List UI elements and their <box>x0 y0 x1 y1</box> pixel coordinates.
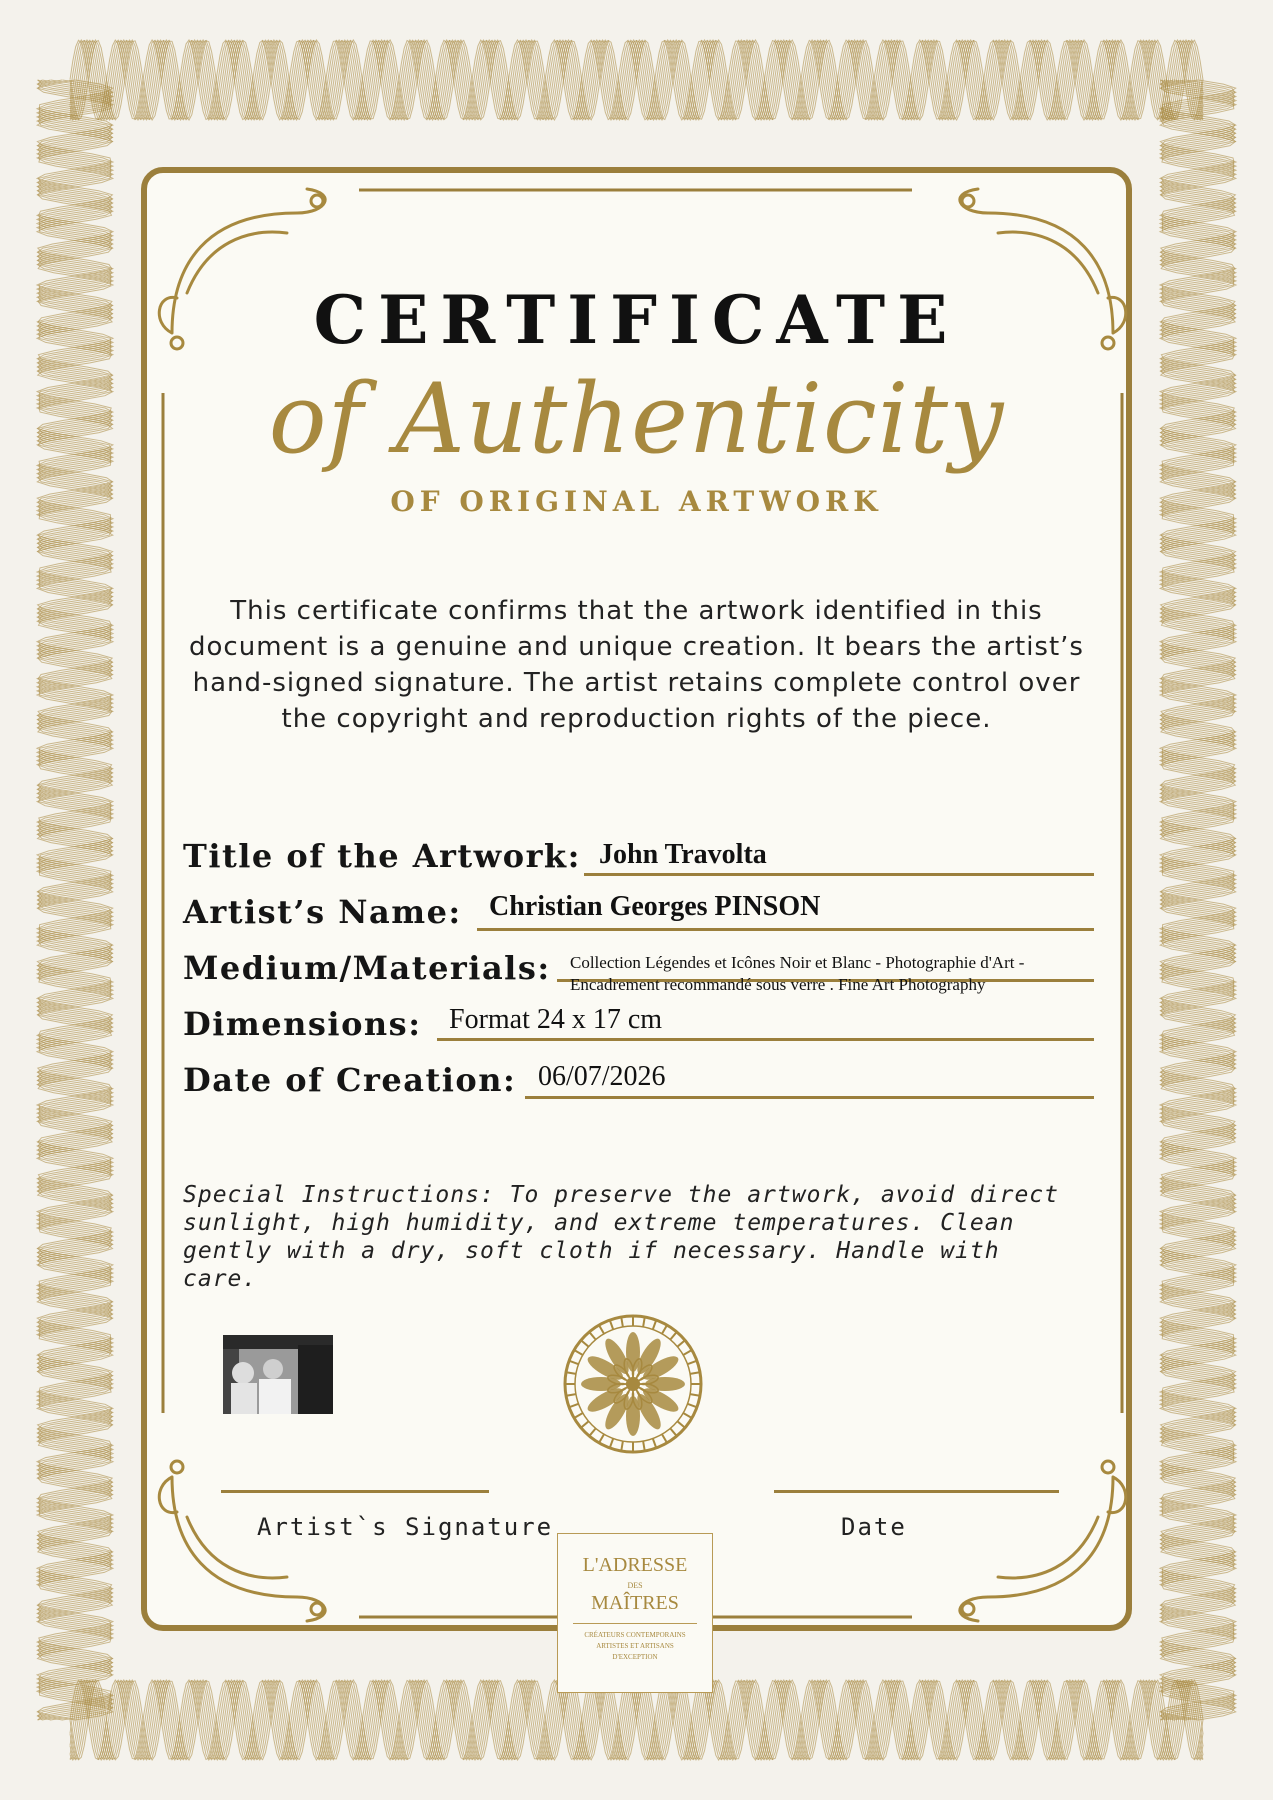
medium-value: Collection Légendes et Icônes Noir et Blanc - Photographie d'Art - Encadrement recommandé sous verre . Fine Art Photography <box>570 953 1025 994</box>
artist-signature-label: Artist`s Signature <box>257 1513 554 1541</box>
date-of-creation-line <box>525 1096 1094 1099</box>
dimensions-value: Format 24 x 17 cm <box>449 1004 663 1035</box>
artist-signature-line <box>221 1490 489 1493</box>
brand-logo <box>557 1533 713 1693</box>
flourish-corner-icon <box>960 1461 1126 1621</box>
date-signature-line <box>774 1490 1059 1493</box>
certificate-script-title: of Authenticity <box>268 363 1005 475</box>
logo-line-2: DES <box>627 1581 643 1590</box>
certificate-subtitle: OF ORIGINAL ARTWORK <box>390 485 883 518</box>
title-label: Title of the Artwork: <box>183 837 581 875</box>
logo-tagline-3: D'EXCEPTION <box>612 1653 658 1661</box>
logo-line-3: MAÎTRES <box>591 1592 679 1614</box>
title-value: John Travolta <box>599 839 767 870</box>
mandala-seal-icon <box>562 1313 704 1455</box>
intro-paragraph: This certificate confirms that the artwork identified in this document is a genuine and unique creation. It bears the artist’s hand-signed signature. The artist retains complete control over the copyright and reproduction rights of the piece. <box>189 596 1084 734</box>
date-of-creation-value: 06/07/2026 <box>538 1061 666 1092</box>
artist-label: Artist’s Name: <box>183 893 462 931</box>
dimensions-line <box>437 1038 1094 1041</box>
medium-label: Medium/Materials: <box>183 949 551 987</box>
logo-divider <box>573 1623 697 1624</box>
logo-tagline-2: ARTISTES ET ARTISANS <box>596 1642 674 1650</box>
special-instructions: Special Instructions: To preserve the artwork, avoid direct sunlight, high humidity, and extreme temperatures. Clean gently with a dry, soft cloth if necessary. Handle with care. <box>183 1182 1059 1292</box>
dimensions-label: Dimensions: <box>183 1005 422 1043</box>
certificate-title: CERTIFICATE <box>313 281 960 359</box>
artist-value: Christian Georges PINSON <box>489 891 821 922</box>
artwork-photo <box>223 1335 333 1414</box>
date-of-creation-label: Date of Creation: <box>183 1061 517 1099</box>
title-line <box>584 873 1094 876</box>
certificate-panel <box>141 167 1132 1661</box>
logo-line-1: L'ADRESSE <box>582 1554 688 1576</box>
date-label: Date <box>841 1513 907 1541</box>
flourish-corner-icon <box>159 1461 325 1621</box>
artist-line <box>477 928 1094 931</box>
logo-tagline-1: CRÉATEURS CONTEMPORAINS <box>584 1631 686 1639</box>
